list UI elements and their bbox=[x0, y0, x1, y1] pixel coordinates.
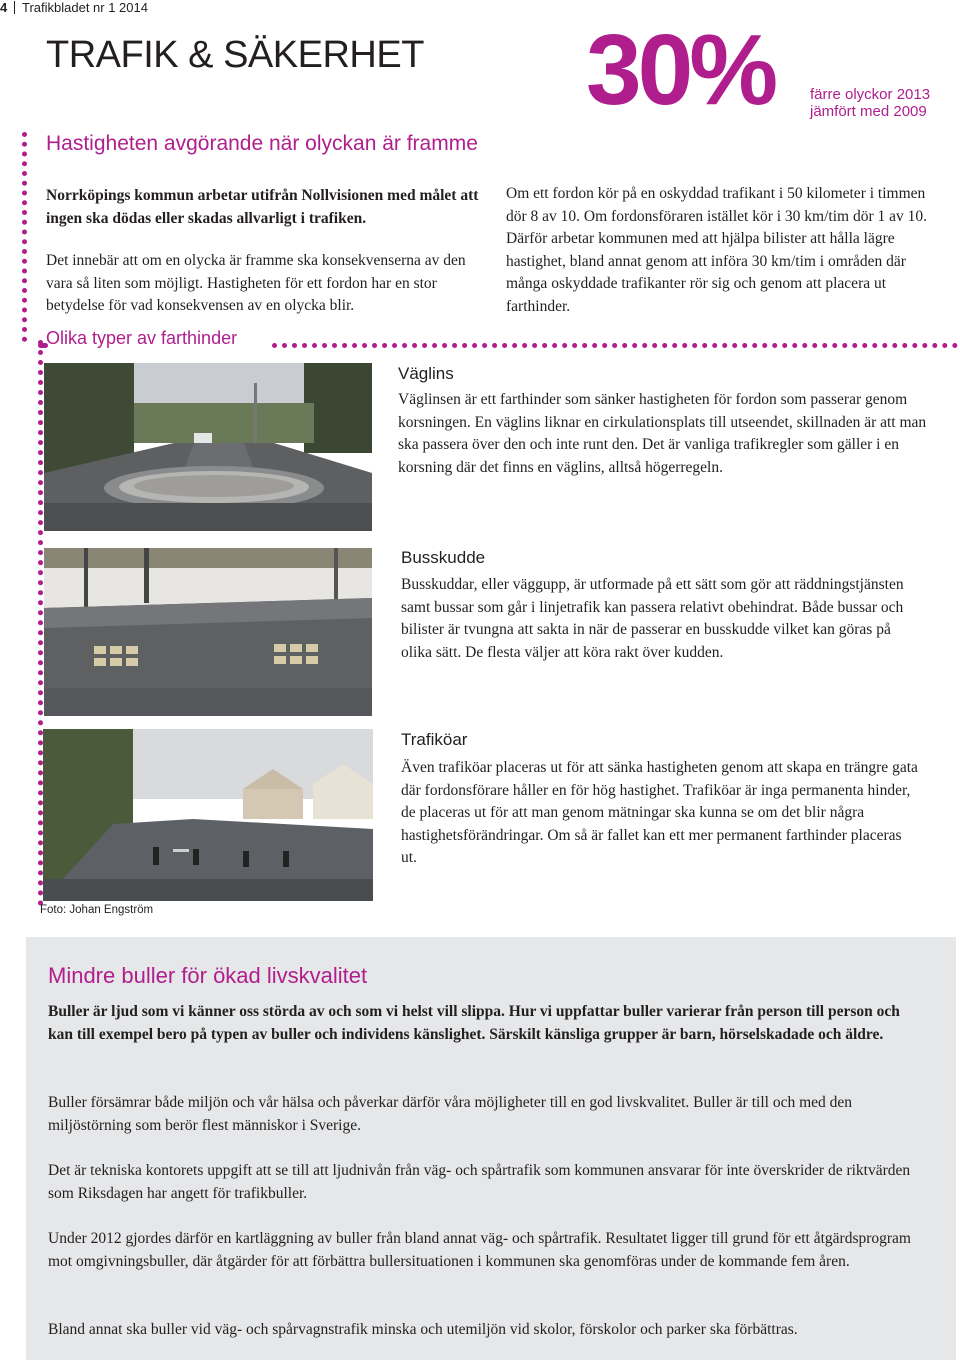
noise-paragraph: Det är tekniska kontorets uppgift att se till att ljudnivån från väg- och spårtrafik som kommunen ansvarar för inte överskrider de riktvärden som Riksdagen har angett för trafikbuller. bbox=[48, 1162, 911, 1202]
noise-paragraph: Buller försämrar både miljön och vår hälsa och påverkar därför våra möjligheter till en god livskvalitet. Buller är till och med den miljöstörning som berör flest människor i Sverige. bbox=[48, 1094, 853, 1134]
noise-paragraph: Bland annat ska buller vid väg- och spårvagnstrafik minska och utemiljön vid skolor, förskolor och parker ska förbättras. bbox=[48, 1321, 798, 1338]
article-intro: Det innebär att om en olycka är framme ska konsekvenserna av den vara så liten som möjligt. Hastigheten för ett fordon har en stor betydelse för vad konsekvensen av en olycka blir. bbox=[46, 252, 466, 314]
header-divider bbox=[14, 1, 15, 14]
item-vaglins-title: Väglins bbox=[398, 364, 454, 383]
noise-box-title: Mindre buller för ökad livskvalitet bbox=[48, 963, 368, 988]
item-busskudde-body: Busskuddar, eller väggupp, är utformade på ett sätt som gör att räddningstjänsten samt bussar som går i linjetrafik kan passera relativt obehindrat. Både bussar och bilister är tvungna att sakta in när de passerar en busskudde vilket kan göras på olika sätt. De flesta väljer att köra rakt över kudden. bbox=[401, 576, 904, 661]
photo-credit: Foto: Johan Engström bbox=[40, 904, 154, 916]
article-lead: Norrköpings kommun arbetar utifrån Nollvisionen med målet att ingen ska dödas eller skadas allvarligt i trafiken. bbox=[46, 187, 479, 227]
item-busskudde-title: Busskudde bbox=[401, 548, 486, 567]
dotted-rule-left bbox=[22, 132, 27, 342]
photo-trafikoar bbox=[43, 729, 373, 901]
publication-issue: Trafikbladet nr 1 2014 bbox=[22, 0, 148, 15]
noise-box-lead: Buller är ljud som vi känner oss störda av och som vi helst vill slippa. Hur vi uppfattar buller varierar från person till person och kan till exempel bero på typen av buller och individens känslighet. Särskilt känsliga grupper är barn, hörselskadade och äldre. bbox=[48, 1003, 900, 1043]
stat-caption-line1: färre olyckor 2013 bbox=[810, 86, 931, 103]
speed-bump-types-heading: Olika typer av farthinder bbox=[46, 328, 238, 348]
stat-caption bbox=[810, 86, 950, 120]
stat-value: 30% bbox=[586, 14, 775, 126]
article-headline: Hastigheten avgörande när olyckan är framme bbox=[46, 132, 478, 155]
page-number: 4 bbox=[0, 0, 8, 15]
noise-paragraph: Under 2012 gjordes därför en kartläggning av buller från bland annat väg- och spårtrafik. Resultatet ligger till grund för ett åtgärdsprogram mot omgivningsbuller, där åtgärder för att förbättra bullersituationen i kommunen ska genomföras under de kommande fem åren. bbox=[48, 1230, 911, 1270]
item-trafikoar-title: Trafiköar bbox=[401, 730, 468, 749]
photo-vaglins bbox=[44, 363, 372, 531]
item-trafikoar-body: Även trafiköar placeras ut för att sänka hastigheten genom att skapa en trängre gata där fordonsförare håller en för hög hastighet. Trafiköar är inga permanenta hinder, de placeras ut för att man genom mätningar ska kunna se om det blir några hastighetsförändringar. Om så är fallet kan ett mer permanent farthinder placeras ut. bbox=[401, 759, 918, 866]
dotted-rule-horizontal bbox=[272, 343, 958, 348]
item-vaglins-body: Väglinsen är ett farthinder som sänker hastigheten för fordon som passerar genom korsningen. En väglins liknar en cirkulationsplats till utseendet, skillnaden är att man ska passera över den och inte runt den. Det är vanliga trafikregler som gäller i en korsning där det finns en väglins, alltså högerregeln. bbox=[398, 391, 927, 476]
article-right-column: Om ett fordon kör på en oskyddad trafikant i 50 kilometer i timmen dör 8 av 10. Om fordonsföraren istället kör i 30 km/tim dör 1 av 10. Därför arbetar kommunen med att hjälpa bilister att hålla lägre hastighet, bland annat genom att införa 30 km/tim i områden där många oskyddade trafikanter rör sig och genom att placera ut farthinder. bbox=[506, 185, 928, 315]
section-title: TRAFIK & SÄKERHET bbox=[46, 34, 424, 76]
photo-busskudde bbox=[44, 548, 372, 716]
stat-caption-line2: jämfört med 2009 bbox=[810, 103, 927, 120]
